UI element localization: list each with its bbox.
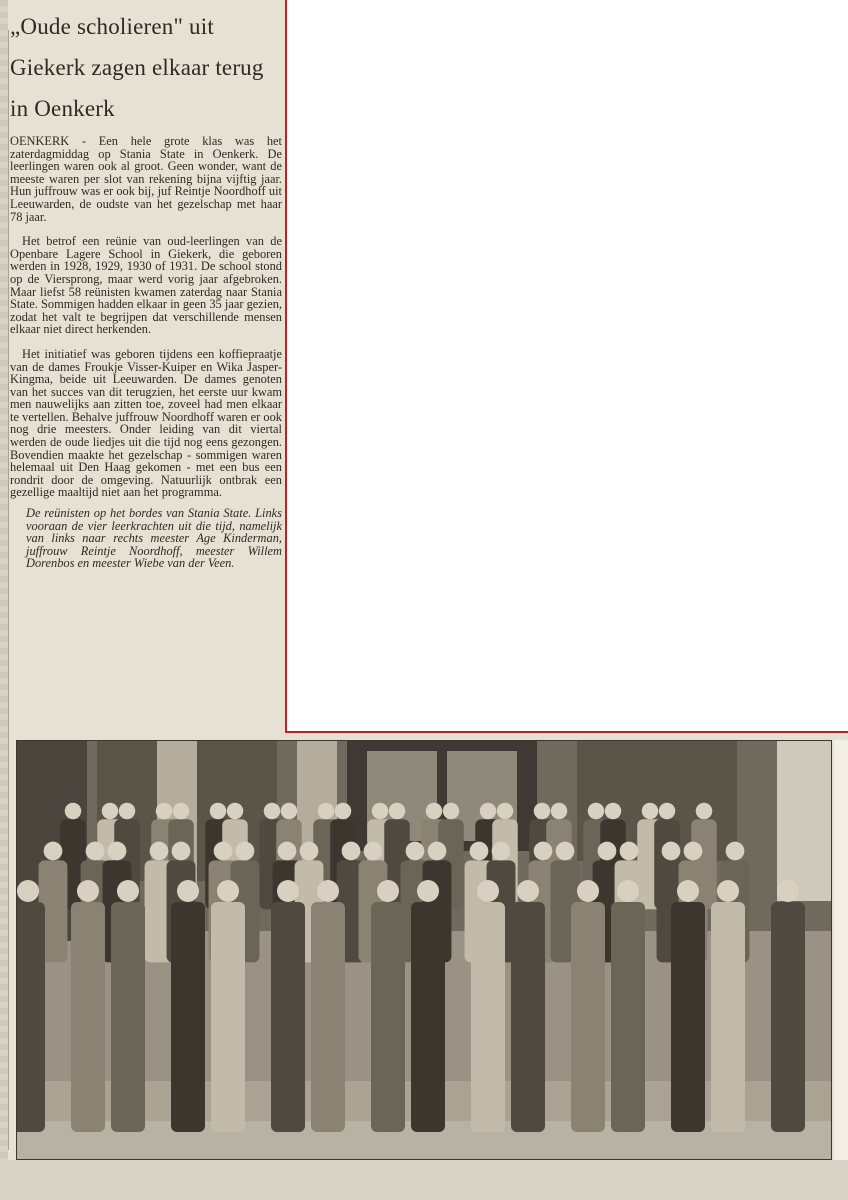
person-head bbox=[300, 842, 319, 861]
person-head bbox=[389, 803, 406, 820]
person-head bbox=[177, 880, 199, 902]
person-body bbox=[371, 902, 405, 1132]
person-head bbox=[428, 842, 447, 861]
person-head bbox=[372, 803, 389, 820]
person-head bbox=[517, 880, 539, 902]
blank-highlight-region bbox=[285, 0, 848, 733]
person-body bbox=[711, 902, 745, 1132]
person-head bbox=[598, 842, 617, 861]
article-paragraph-1: OENKERK - Een hele grote klas was het zaterdagmiddag op Stania State in Oenkerk. De leerlingen waren ook al groot. Geen wonder, want de meeste waren per slot van rekening bijna vijftig jaar. Hun juffrouw was er ook bij, juf Reintje Noordhoff uit Leeuwarden, de oudste van het gezelschap met haar 78 jaar. bbox=[10, 134, 282, 224]
person-head bbox=[551, 803, 568, 820]
person-head bbox=[317, 880, 339, 902]
person-body bbox=[471, 902, 505, 1132]
person-body bbox=[17, 902, 45, 1132]
person-head bbox=[108, 842, 127, 861]
person-head bbox=[480, 803, 497, 820]
person-head bbox=[214, 842, 233, 861]
person-head bbox=[318, 803, 335, 820]
person-head bbox=[150, 842, 169, 861]
person-head bbox=[17, 880, 39, 902]
person-head bbox=[577, 880, 599, 902]
person-head bbox=[172, 842, 191, 861]
person-head bbox=[335, 803, 352, 820]
person-head bbox=[620, 842, 639, 861]
news-article bbox=[10, 6, 282, 570]
person-head bbox=[77, 880, 99, 902]
person-body bbox=[71, 902, 105, 1132]
person-head bbox=[102, 803, 119, 820]
person-head bbox=[443, 803, 460, 820]
person-head bbox=[492, 842, 511, 861]
person-head bbox=[726, 842, 745, 861]
person-head bbox=[217, 880, 239, 902]
person-head bbox=[86, 842, 105, 861]
person-head bbox=[44, 842, 63, 861]
person-head bbox=[342, 842, 361, 861]
person-head bbox=[377, 880, 399, 902]
person-head bbox=[534, 842, 553, 861]
person-head bbox=[406, 842, 425, 861]
person-body bbox=[211, 902, 245, 1132]
person-body bbox=[671, 902, 705, 1132]
article-headline: „Oude scholieren" uit Giekerk zagen elkaar terug in Oenkerk bbox=[10, 14, 264, 121]
person-head bbox=[777, 880, 799, 902]
person-body bbox=[111, 902, 145, 1132]
group-of-people bbox=[17, 803, 805, 1132]
person-head bbox=[364, 842, 383, 861]
person-head bbox=[210, 803, 227, 820]
person-head bbox=[662, 842, 681, 861]
person-head bbox=[227, 803, 244, 820]
person-head bbox=[605, 803, 622, 820]
person-body bbox=[771, 902, 805, 1132]
person-head bbox=[717, 880, 739, 902]
group-photo bbox=[16, 740, 832, 1160]
person-head bbox=[277, 880, 299, 902]
person-head bbox=[426, 803, 443, 820]
person-head bbox=[278, 842, 297, 861]
person-head bbox=[117, 880, 139, 902]
person-head bbox=[264, 803, 281, 820]
person-head bbox=[556, 842, 575, 861]
article-paragraph-2: Het betrof een reünie van oud-leerlingen van de Openbare Lagere School in Giekerk, die geboren werden in 1928, 1929, 1930 of 1931. De school stond op de Viersprong, maar werd vorig jaar afgebroken. Maar liefst 58 reünisten kwamen zaterdag naar Stania State. Sommigen hadden elkaar in geen 35 jaar gezien, zodat het valt te begrijpen dat verschillende mensen elkaar niet direct herkenden. bbox=[10, 234, 282, 337]
person-body bbox=[411, 902, 445, 1132]
group-photo-graphic bbox=[17, 741, 832, 1160]
person-head bbox=[588, 803, 605, 820]
person-body bbox=[311, 902, 345, 1132]
person-head bbox=[617, 880, 639, 902]
person-head bbox=[696, 803, 713, 820]
column-rule bbox=[8, 30, 9, 1150]
person-head bbox=[497, 803, 514, 820]
right-margin-strip bbox=[834, 740, 848, 1160]
person-head bbox=[119, 803, 136, 820]
person-head bbox=[417, 880, 439, 902]
person-head bbox=[477, 880, 499, 902]
page-edge-strip bbox=[0, 0, 8, 1160]
article-paragraph-3: Het initiatief was geboren tijdens een koffiepraatje van de dames Froukje Visser-Kuiper en Wika Jasper-Kingma, beide uit Leeuwarden. De dames genoten van het succes van dit terugzien, het eerste uur kwam men nauwelijks aan zitten toe, zoveel had men elkaar te vertellen. Behalve juffrouw Noordhoff waren er ook nog drie meesters. Onder leiding van dit viertal werden de oude liedjes uit die tijd nog eens gezongen. Bovendien maakte het gezelschap - sommigen waren helemaal uit Den Haag gekomen - met een bus een rondrit door de omgeving. Natuurlijk ontbrak een gezellige maaltijd niet aan het programma. bbox=[10, 346, 282, 500]
person-head bbox=[534, 803, 551, 820]
person-body bbox=[611, 902, 645, 1132]
person-head bbox=[156, 803, 173, 820]
person-head bbox=[65, 803, 82, 820]
person-head bbox=[677, 880, 699, 902]
person-head bbox=[642, 803, 659, 820]
person-body bbox=[571, 902, 605, 1132]
person-head bbox=[470, 842, 489, 861]
person-head bbox=[659, 803, 676, 820]
photo-caption: De reünisten op het bordes van Stania State. Links vooraan de vier leerkrachten uit die tijd, namelijk van links naar rechts meester Age Kinderman, juffrouw Reintje Noordhoff, meester Willem Dorenbos en meester Wiebe van der Veen. bbox=[26, 506, 282, 571]
person-body bbox=[171, 902, 205, 1132]
person-head bbox=[236, 842, 255, 861]
person-body bbox=[271, 902, 305, 1132]
person-head bbox=[684, 842, 703, 861]
person-head bbox=[281, 803, 298, 820]
person-head bbox=[173, 803, 190, 820]
bottom-band bbox=[0, 1160, 848, 1200]
person-body bbox=[511, 902, 545, 1132]
